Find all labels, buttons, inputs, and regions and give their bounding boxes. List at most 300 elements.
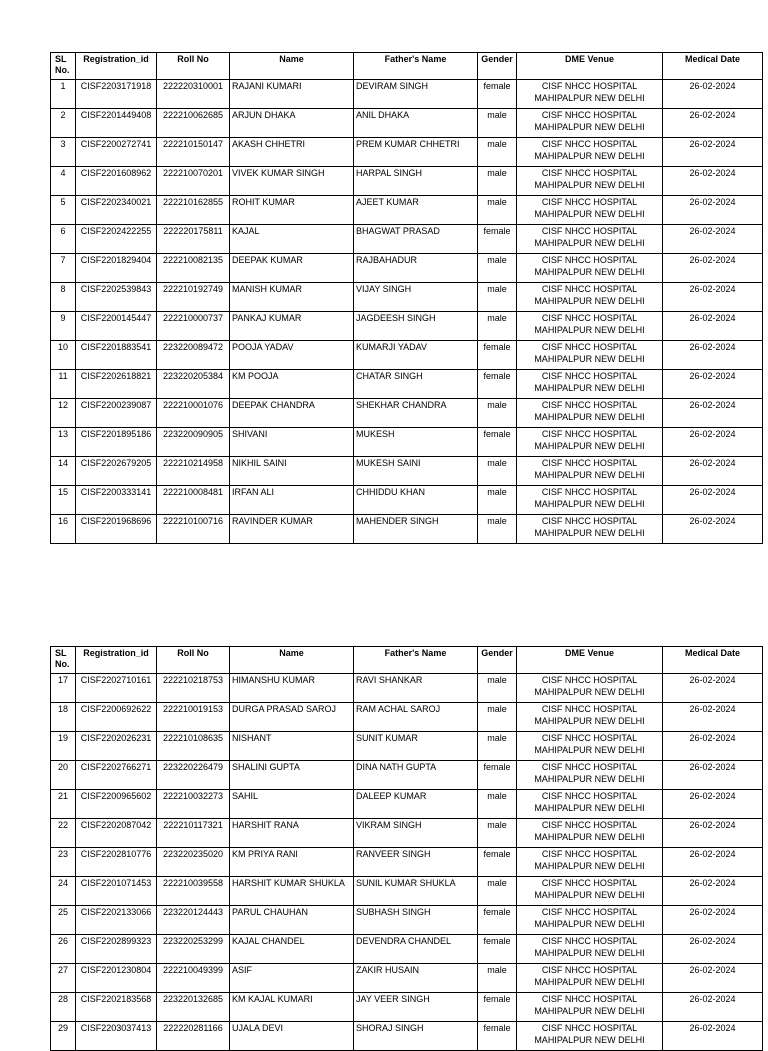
header-registration-id: Registration_id: [76, 647, 157, 674]
cell-sl: 11: [51, 370, 76, 399]
cell-gender: female: [478, 80, 517, 109]
cell-roll-no: 222210192749: [157, 283, 230, 312]
cell-registration-id: CISF2202422255: [76, 225, 157, 254]
table-row: [51, 370, 763, 399]
cell-registration-id: CISF2203171918: [76, 80, 157, 109]
cell-dme-venue: [517, 138, 663, 167]
cell-sl: 14: [51, 457, 76, 486]
cell-registration-id: CISF2200965602: [76, 790, 157, 819]
cell-medical-date: 26-02-2024: [663, 399, 763, 428]
cell-sl: 9: [51, 312, 76, 341]
header-name: Name: [230, 53, 354, 80]
cell-fathers-name: SHEKHAR CHANDRA: [354, 399, 478, 428]
cell-registration-id: CISF2202340021: [76, 196, 157, 225]
venue-line-1: CISF NHCC HOSPITAL: [541, 791, 638, 801]
venue-line-1: CISF NHCC HOSPITAL: [541, 878, 638, 888]
cell-roll-no: 223220090905: [157, 428, 230, 457]
table-row: [51, 225, 763, 254]
cell-sl: 3: [51, 138, 76, 167]
cell-fathers-name: RAJBAHADUR: [354, 254, 478, 283]
table-row: [51, 993, 763, 1022]
cell-sl: 23: [51, 848, 76, 877]
cell-fathers-name: CHHIDDU KHAN: [354, 486, 478, 515]
cell-fathers-name: AJEET KUMAR: [354, 196, 478, 225]
table-row: [51, 732, 763, 761]
cell-registration-id: CISF2200272741: [76, 138, 157, 167]
cell-registration-id: CISF2202539843: [76, 283, 157, 312]
cell-registration-id: CISF2202087042: [76, 819, 157, 848]
header-fathers-name: Father's Name: [354, 53, 478, 80]
cell-medical-date: 26-02-2024: [663, 457, 763, 486]
cell-fathers-name: PREM KUMAR CHHETRI: [354, 138, 478, 167]
cell-medical-date: 26-02-2024: [663, 1022, 763, 1051]
venue-line-2: MAHIPALPUR NEW DELHI: [534, 1005, 645, 1016]
table-row: [51, 428, 763, 457]
venue-line-1: CISF NHCC HOSPITAL: [541, 994, 638, 1004]
cell-fathers-name: MAHENDER SINGH: [354, 515, 478, 544]
venue-line-1: CISF NHCC HOSPITAL: [541, 429, 638, 439]
cell-fathers-name: ZAKIR HUSAIN: [354, 964, 478, 993]
header-name: Name: [230, 647, 354, 674]
cell-dme-venue: [517, 993, 663, 1022]
cell-name: SAHIL: [230, 790, 354, 819]
table-row: [51, 283, 763, 312]
cell-medical-date: 26-02-2024: [663, 80, 763, 109]
cell-medical-date: 26-02-2024: [663, 993, 763, 1022]
venue-line-2: MAHIPALPUR NEW DELHI: [534, 208, 645, 219]
venue-line-1: CISF NHCC HOSPITAL: [541, 487, 638, 497]
cell-dme-venue: [517, 703, 663, 732]
venue-line-1: CISF NHCC HOSPITAL: [541, 762, 638, 772]
cell-name: SHALINI GUPTA: [230, 761, 354, 790]
cell-name: POOJA YADAV: [230, 341, 354, 370]
venue-line-2: MAHIPALPUR NEW DELHI: [534, 744, 645, 755]
cell-registration-id: CISF2200692622: [76, 703, 157, 732]
cell-fathers-name: MUKESH SAINI: [354, 457, 478, 486]
cell-registration-id: CISF2203037413: [76, 1022, 157, 1051]
cell-fathers-name: RANVEER SINGH: [354, 848, 478, 877]
header-gender: Gender: [478, 647, 517, 674]
table-row: [51, 196, 763, 225]
table-row: [51, 703, 763, 732]
cell-fathers-name: DEVENDRA CHANDEL: [354, 935, 478, 964]
cell-fathers-name: ANIL DHAKA: [354, 109, 478, 138]
cell-roll-no: 222210019153: [157, 703, 230, 732]
venue-line-1: CISF NHCC HOSPITAL: [541, 168, 638, 178]
cell-sl: 4: [51, 167, 76, 196]
cell-name: KAJAL CHANDEL: [230, 935, 354, 964]
cell-gender: male: [478, 254, 517, 283]
cell-registration-id: CISF2201071453: [76, 877, 157, 906]
cell-roll-no: 223220205384: [157, 370, 230, 399]
cell-gender: male: [478, 399, 517, 428]
header-sl: SL No.: [51, 647, 76, 674]
table-row: [51, 457, 763, 486]
table-row: [51, 906, 763, 935]
cell-gender: male: [478, 457, 517, 486]
venue-line-1: CISF NHCC HOSPITAL: [541, 110, 638, 120]
venue-line-2: MAHIPALPUR NEW DELHI: [534, 179, 645, 190]
table-row: [51, 790, 763, 819]
cell-roll-no: 223220226479: [157, 761, 230, 790]
cell-gender: female: [478, 341, 517, 370]
cell-medical-date: 26-02-2024: [663, 370, 763, 399]
cell-registration-id: CISF2200333141: [76, 486, 157, 515]
cell-name: DEEPAK CHANDRA: [230, 399, 354, 428]
cell-name: SHIVANI: [230, 428, 354, 457]
cell-dme-venue: [517, 225, 663, 254]
cell-medical-date: 26-02-2024: [663, 254, 763, 283]
cell-sl: 27: [51, 964, 76, 993]
header-sl: SL No.: [51, 53, 76, 80]
header-registration-id: Registration_id: [76, 53, 157, 80]
venue-line-2: MAHIPALPUR NEW DELHI: [534, 266, 645, 277]
venue-line-2: MAHIPALPUR NEW DELHI: [534, 411, 645, 422]
venue-line-2: MAHIPALPUR NEW DELHI: [534, 440, 645, 451]
venue-line-2: MAHIPALPUR NEW DELHI: [534, 469, 645, 480]
cell-gender: male: [478, 732, 517, 761]
cell-name: PANKAJ KUMAR: [230, 312, 354, 341]
cell-sl: 8: [51, 283, 76, 312]
cell-name: NISHANT: [230, 732, 354, 761]
cell-medical-date: 26-02-2024: [663, 703, 763, 732]
cell-sl: 20: [51, 761, 76, 790]
cell-roll-no: 222220310001: [157, 80, 230, 109]
cell-dme-venue: [517, 964, 663, 993]
cell-roll-no: 222210032273: [157, 790, 230, 819]
header-fathers-name: Father's Name: [354, 647, 478, 674]
cell-medical-date: 26-02-2024: [663, 428, 763, 457]
cell-name: RAJANI KUMARI: [230, 80, 354, 109]
venue-line-2: MAHIPALPUR NEW DELHI: [534, 324, 645, 335]
cell-gender: male: [478, 515, 517, 544]
cell-gender: female: [478, 370, 517, 399]
cell-dme-venue: [517, 486, 663, 515]
cell-roll-no: 222210039558: [157, 877, 230, 906]
table-row: [51, 761, 763, 790]
cell-name: KAJAL: [230, 225, 354, 254]
cell-fathers-name: DINA NATH GUPTA: [354, 761, 478, 790]
header-row: [51, 53, 763, 80]
cell-dme-venue: [517, 80, 663, 109]
cell-medical-date: 26-02-2024: [663, 167, 763, 196]
cell-roll-no: 222210049399: [157, 964, 230, 993]
cell-medical-date: 26-02-2024: [663, 515, 763, 544]
cell-roll-no: 222210150147: [157, 138, 230, 167]
cell-gender: female: [478, 906, 517, 935]
cell-registration-id: CISF2201829404: [76, 254, 157, 283]
cell-fathers-name: JAY VEER SINGH: [354, 993, 478, 1022]
cell-gender: male: [478, 167, 517, 196]
cell-roll-no: 223220235020: [157, 848, 230, 877]
venue-line-1: CISF NHCC HOSPITAL: [541, 458, 638, 468]
cell-medical-date: 26-02-2024: [663, 283, 763, 312]
venue-line-1: CISF NHCC HOSPITAL: [541, 197, 638, 207]
venue-line-1: CISF NHCC HOSPITAL: [541, 371, 638, 381]
candidate-table-1: [50, 52, 763, 544]
cell-name: HARSHIT RANA: [230, 819, 354, 848]
cell-dme-venue: [517, 790, 663, 819]
venue-line-1: CISF NHCC HOSPITAL: [541, 849, 638, 859]
cell-gender: female: [478, 1022, 517, 1051]
cell-dme-venue: [517, 312, 663, 341]
cell-roll-no: 223220132685: [157, 993, 230, 1022]
cell-dme-venue: [517, 428, 663, 457]
cell-gender: female: [478, 993, 517, 1022]
cell-registration-id: CISF2200239087: [76, 399, 157, 428]
cell-medical-date: 26-02-2024: [663, 877, 763, 906]
venue-line-2: MAHIPALPUR NEW DELHI: [534, 150, 645, 161]
cell-name: HARSHIT KUMAR SHUKLA: [230, 877, 354, 906]
table-row: [51, 486, 763, 515]
cell-fathers-name: HARPAL SINGH: [354, 167, 478, 196]
table-row: [51, 964, 763, 993]
cell-name: KM PRIYA RANI: [230, 848, 354, 877]
header-medical-date: Medical Date: [663, 647, 763, 674]
cell-medical-date: 26-02-2024: [663, 196, 763, 225]
cell-registration-id: CISF2202183568: [76, 993, 157, 1022]
header-medical-date: Medical Date: [663, 53, 763, 80]
cell-fathers-name: SUBHASH SINGH: [354, 906, 478, 935]
cell-name: AKASH CHHETRI: [230, 138, 354, 167]
cell-roll-no: 222210108635: [157, 732, 230, 761]
cell-medical-date: 26-02-2024: [663, 341, 763, 370]
cell-gender: male: [478, 283, 517, 312]
cell-roll-no: 222210117321: [157, 819, 230, 848]
header-dme-venue: DME Venue: [517, 647, 663, 674]
cell-name: KM KAJAL KUMARI: [230, 993, 354, 1022]
cell-medical-date: 26-02-2024: [663, 225, 763, 254]
cell-roll-no: 223220253299: [157, 935, 230, 964]
cell-gender: female: [478, 935, 517, 964]
cell-gender: male: [478, 312, 517, 341]
cell-medical-date: 26-02-2024: [663, 935, 763, 964]
cell-gender: male: [478, 819, 517, 848]
cell-registration-id: CISF2202766271: [76, 761, 157, 790]
cell-name: ASIF: [230, 964, 354, 993]
cell-roll-no: 222210082135: [157, 254, 230, 283]
cell-registration-id: CISF2201895186: [76, 428, 157, 457]
header-roll-no: Roll No: [157, 647, 230, 674]
cell-sl: 15: [51, 486, 76, 515]
cell-medical-date: 26-02-2024: [663, 790, 763, 819]
cell-roll-no: 222210162855: [157, 196, 230, 225]
venue-line-2: MAHIPALPUR NEW DELHI: [534, 831, 645, 842]
cell-roll-no: 222210070201: [157, 167, 230, 196]
cell-fathers-name: RAVI SHANKAR: [354, 674, 478, 703]
cell-gender: male: [478, 196, 517, 225]
cell-sl: 22: [51, 819, 76, 848]
cell-gender: male: [478, 703, 517, 732]
cell-roll-no: 222210062685: [157, 109, 230, 138]
cell-roll-no: 222220175811: [157, 225, 230, 254]
cell-dme-venue: [517, 848, 663, 877]
venue-line-2: MAHIPALPUR NEW DELHI: [534, 1034, 645, 1045]
cell-sl: 12: [51, 399, 76, 428]
venue-line-2: MAHIPALPUR NEW DELHI: [534, 237, 645, 248]
cell-medical-date: 26-02-2024: [663, 312, 763, 341]
cell-gender: female: [478, 761, 517, 790]
venue-line-2: MAHIPALPUR NEW DELHI: [534, 889, 645, 900]
venue-line-2: MAHIPALPUR NEW DELHI: [534, 686, 645, 697]
cell-fathers-name: SUNIT KUMAR: [354, 732, 478, 761]
venue-line-2: MAHIPALPUR NEW DELHI: [534, 382, 645, 393]
venue-line-2: MAHIPALPUR NEW DELHI: [534, 918, 645, 929]
cell-fathers-name: JAGDEESH SINGH: [354, 312, 478, 341]
cell-roll-no: 222210008481: [157, 486, 230, 515]
cell-name: VIVEK KUMAR SINGH: [230, 167, 354, 196]
venue-line-1: CISF NHCC HOSPITAL: [541, 704, 638, 714]
cell-dme-venue: [517, 877, 663, 906]
table-row: [51, 109, 763, 138]
venue-line-2: MAHIPALPUR NEW DELHI: [534, 92, 645, 103]
cell-dme-venue: [517, 819, 663, 848]
venue-line-1: CISF NHCC HOSPITAL: [541, 907, 638, 917]
cell-registration-id: CISF2202618821: [76, 370, 157, 399]
cell-gender: female: [478, 428, 517, 457]
table-row: [51, 138, 763, 167]
cell-sl: 6: [51, 225, 76, 254]
header-dme-venue: DME Venue: [517, 53, 663, 80]
venue-line-2: MAHIPALPUR NEW DELHI: [534, 860, 645, 871]
cell-registration-id: CISF2202679205: [76, 457, 157, 486]
cell-registration-id: CISF2201968696: [76, 515, 157, 544]
cell-name: DEEPAK KUMAR: [230, 254, 354, 283]
cell-dme-venue: [517, 167, 663, 196]
cell-registration-id: CISF2202899323: [76, 935, 157, 964]
cell-roll-no: 222220281166: [157, 1022, 230, 1051]
cell-registration-id: CISF2202026231: [76, 732, 157, 761]
venue-line-1: CISF NHCC HOSPITAL: [541, 81, 638, 91]
venue-line-1: CISF NHCC HOSPITAL: [541, 313, 638, 323]
table-row: [51, 848, 763, 877]
cell-medical-date: 26-02-2024: [663, 486, 763, 515]
cell-sl: 29: [51, 1022, 76, 1051]
cell-roll-no: 222210100716: [157, 515, 230, 544]
venue-line-1: CISF NHCC HOSPITAL: [541, 255, 638, 265]
venue-line-2: MAHIPALPUR NEW DELHI: [534, 295, 645, 306]
cell-registration-id: CISF2202133066: [76, 906, 157, 935]
cell-sl: 16: [51, 515, 76, 544]
cell-gender: female: [478, 225, 517, 254]
cell-sl: 28: [51, 993, 76, 1022]
cell-gender: male: [478, 877, 517, 906]
table-row: [51, 877, 763, 906]
venue-line-1: CISF NHCC HOSPITAL: [541, 400, 638, 410]
cell-name: KM POOJA: [230, 370, 354, 399]
cell-medical-date: 26-02-2024: [663, 848, 763, 877]
cell-dme-venue: [517, 457, 663, 486]
venue-line-2: MAHIPALPUR NEW DELHI: [534, 353, 645, 364]
cell-name: RAVINDER KUMAR: [230, 515, 354, 544]
cell-fathers-name: CHATAR SINGH: [354, 370, 478, 399]
venue-line-1: CISF NHCC HOSPITAL: [541, 733, 638, 743]
cell-fathers-name: RAM ACHAL SAROJ: [354, 703, 478, 732]
venue-line-1: CISF NHCC HOSPITAL: [541, 1023, 638, 1033]
cell-fathers-name: VIJAY SINGH: [354, 283, 478, 312]
table-row: [51, 515, 763, 544]
venue-line-2: MAHIPALPUR NEW DELHI: [534, 947, 645, 958]
cell-dme-venue: [517, 254, 663, 283]
cell-roll-no: 223220124443: [157, 906, 230, 935]
cell-registration-id: CISF2201449408: [76, 109, 157, 138]
cell-gender: male: [478, 486, 517, 515]
cell-registration-id: CISF2202710161: [76, 674, 157, 703]
cell-sl: 2: [51, 109, 76, 138]
cell-sl: 1: [51, 80, 76, 109]
header-roll-no: Roll No: [157, 53, 230, 80]
venue-line-1: CISF NHCC HOSPITAL: [541, 820, 638, 830]
venue-line-1: CISF NHCC HOSPITAL: [541, 342, 638, 352]
cell-dme-venue: [517, 399, 663, 428]
cell-medical-date: 26-02-2024: [663, 732, 763, 761]
table-row: [51, 80, 763, 109]
cell-fathers-name: VIKRAM SINGH: [354, 819, 478, 848]
venue-line-1: CISF NHCC HOSPITAL: [541, 226, 638, 236]
cell-dme-venue: [517, 370, 663, 399]
cell-fathers-name: KUMARJI YADAV: [354, 341, 478, 370]
venue-line-1: CISF NHCC HOSPITAL: [541, 675, 638, 685]
table-row: [51, 312, 763, 341]
cell-sl: 5: [51, 196, 76, 225]
cell-name: ARJUN DHAKA: [230, 109, 354, 138]
cell-name: PARUL CHAUHAN: [230, 906, 354, 935]
cell-gender: male: [478, 674, 517, 703]
table-row: [51, 935, 763, 964]
cell-gender: male: [478, 964, 517, 993]
cell-registration-id: CISF2200145447: [76, 312, 157, 341]
cell-dme-venue: [517, 1022, 663, 1051]
cell-sl: 18: [51, 703, 76, 732]
cell-dme-venue: [517, 283, 663, 312]
cell-name: ROHIT KUMAR: [230, 196, 354, 225]
cell-sl: 7: [51, 254, 76, 283]
cell-fathers-name: SUNIL KUMAR SHUKLA: [354, 877, 478, 906]
cell-dme-venue: [517, 515, 663, 544]
header-row: [51, 647, 763, 674]
cell-sl: 17: [51, 674, 76, 703]
cell-registration-id: CISF2201883541: [76, 341, 157, 370]
cell-dme-venue: [517, 935, 663, 964]
cell-roll-no: 222210001076: [157, 399, 230, 428]
cell-dme-venue: [517, 109, 663, 138]
venue-line-2: MAHIPALPUR NEW DELHI: [534, 121, 645, 132]
cell-dme-venue: [517, 761, 663, 790]
table-row: [51, 399, 763, 428]
venue-line-2: MAHIPALPUR NEW DELHI: [534, 802, 645, 813]
cell-sl: 19: [51, 732, 76, 761]
header-gender: Gender: [478, 53, 517, 80]
cell-name: MANISH KUMAR: [230, 283, 354, 312]
cell-medical-date: 26-02-2024: [663, 819, 763, 848]
venue-line-1: CISF NHCC HOSPITAL: [541, 516, 638, 526]
table-row: [51, 167, 763, 196]
cell-gender: male: [478, 109, 517, 138]
cell-fathers-name: DALEEP KUMAR: [354, 790, 478, 819]
venue-line-2: MAHIPALPUR NEW DELHI: [534, 715, 645, 726]
venue-line-2: MAHIPALPUR NEW DELHI: [534, 527, 645, 538]
cell-sl: 26: [51, 935, 76, 964]
cell-roll-no: 222210000737: [157, 312, 230, 341]
cell-sl: 21: [51, 790, 76, 819]
venue-line-2: MAHIPALPUR NEW DELHI: [534, 498, 645, 509]
cell-name: HIMANSHU KUMAR: [230, 674, 354, 703]
cell-roll-no: 222210218753: [157, 674, 230, 703]
cell-registration-id: CISF2201608962: [76, 167, 157, 196]
cell-dme-venue: [517, 196, 663, 225]
cell-dme-venue: [517, 906, 663, 935]
venue-line-1: CISF NHCC HOSPITAL: [541, 139, 638, 149]
